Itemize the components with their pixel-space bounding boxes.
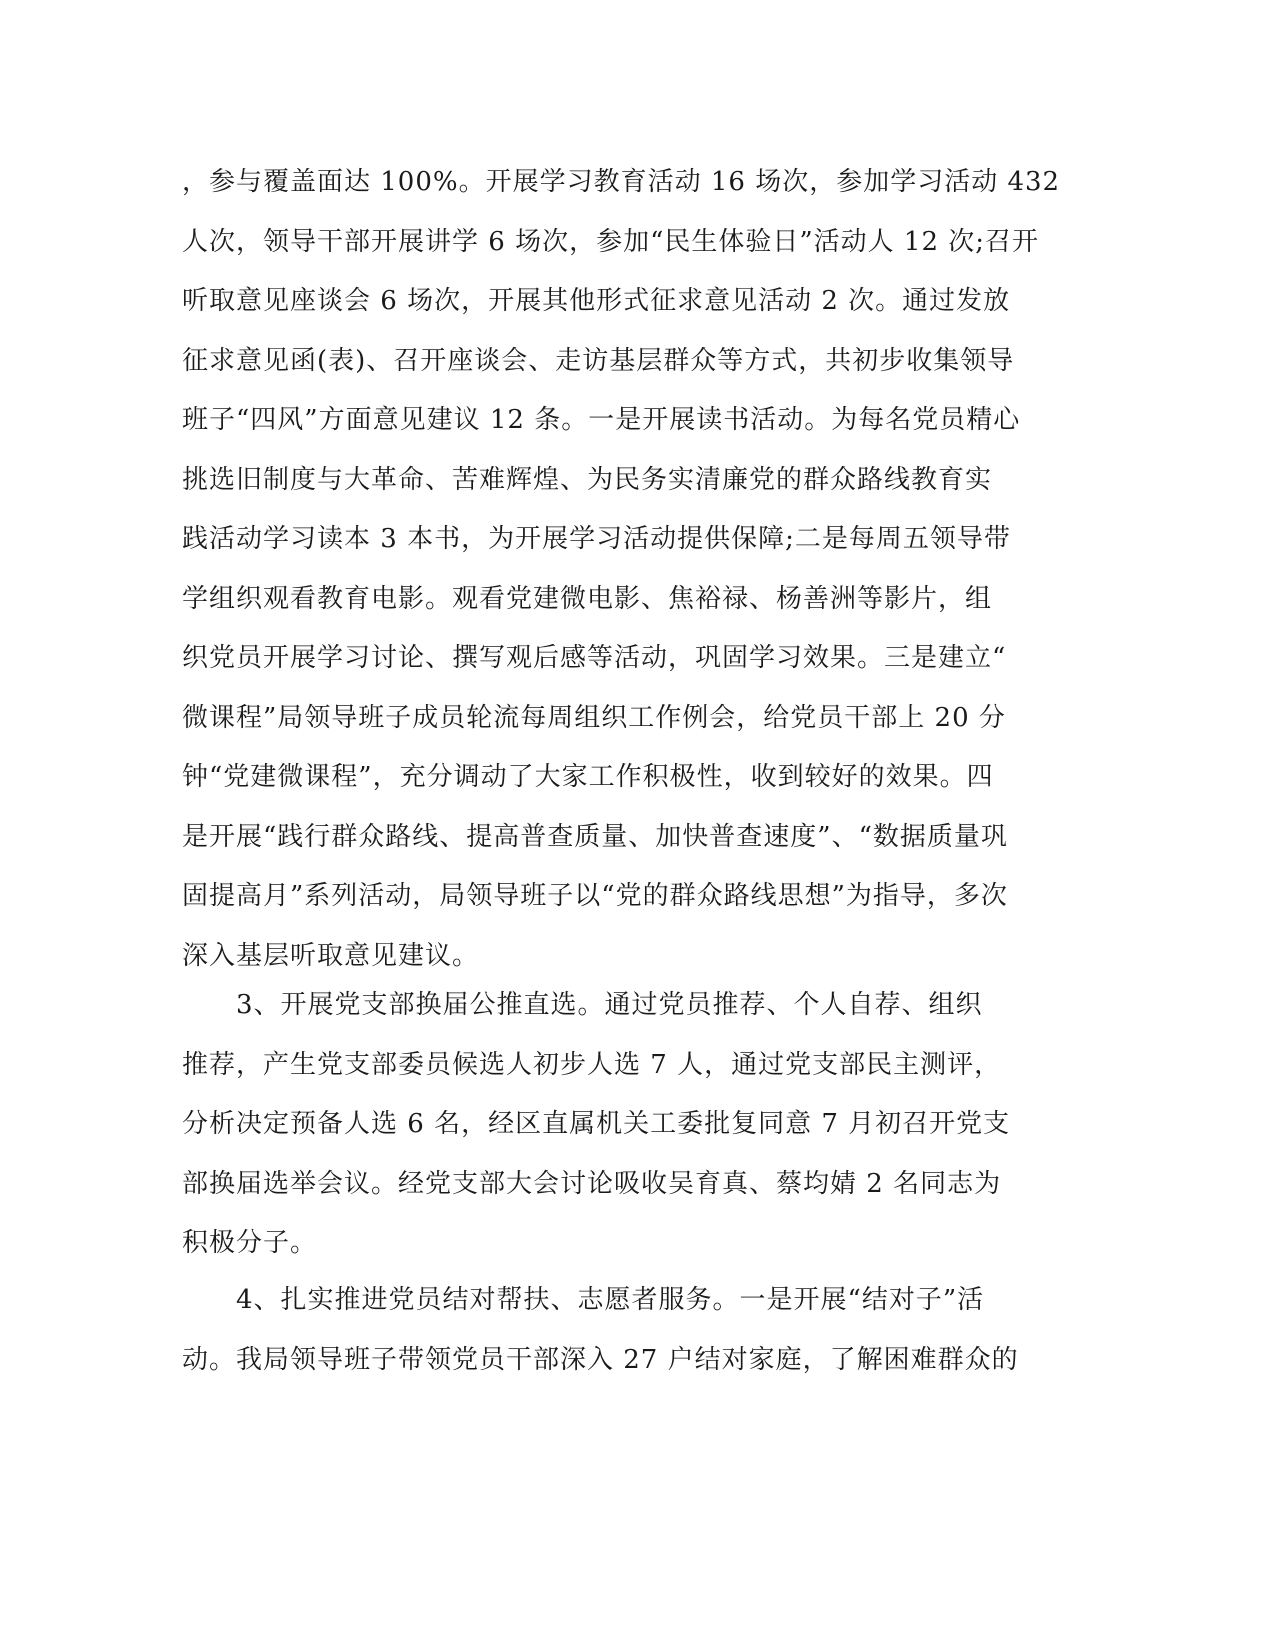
text-line: 践活动学习读本 3 本书，为开展学习活动提供保障;二是每周五领导带 bbox=[182, 524, 1011, 554]
text-line: 微课程”局领导班子成员轮流每周组织工作例会，给党员干部上 20 分 bbox=[182, 702, 1006, 733]
text-line: 是开展“践行群众路线、提高普查质量、加快普查速度”、“数据质量巩 bbox=[182, 821, 1008, 852]
text-line: 人次，领导干部开展讲学 6 场次，参加“民生体验日”活动人 12 次;召开 bbox=[182, 226, 1040, 257]
text-line: 钟“党建微课程”，充分调动了大家工作积极性，收到较好的效果。四 bbox=[182, 762, 994, 792]
paragraph-continued-activities bbox=[182, 153, 1061, 986]
text-line: 部换届选举会议。经党支部大会讨论吸收吴育真、蔡均婧 2 名同志为 bbox=[182, 1168, 1002, 1199]
text-line: 动。我局领导班子带领党员干部深入 27 户结对家庭，了解困难群众的 bbox=[182, 1344, 1019, 1375]
text-line: ，参与覆盖面达 100%。开展学习教育活动 16 场次，参加学习活动 432 bbox=[182, 167, 1061, 197]
text-line: 固提高月”系列活动，局领导班子以“党的群众路线思想”为指导，多次 bbox=[182, 881, 1008, 911]
text-line: 挑选旧制度与大革命、苦难辉煌、为民务实清廉党的群众路线教育实 bbox=[182, 464, 993, 495]
text-line: 征求意见函(表)、召开座谈会、走访基层群众等方式，共初步收集领导 bbox=[182, 345, 1015, 376]
text-line: 班子“四风”方面意见建议 12 条。一是开展读书活动。为每名党员精心 bbox=[182, 405, 1021, 435]
text-line: 织党员开展学习讨论、撰写观后感等活动，巩固学习效果。三是建立“ bbox=[182, 643, 1007, 673]
text-line: 积极分子。 bbox=[182, 1228, 318, 1258]
text-line: 学组织观看教育电影。观看党建微电影、焦裕禄、杨善洲等影片，组 bbox=[182, 583, 993, 614]
text-line: 3、开展党支部换届公推直选。通过党员推荐、个人自荐、组织 bbox=[182, 990, 983, 1020]
text-line: 深入基层听取意见建议。 bbox=[182, 940, 480, 971]
paragraph-branch-election bbox=[182, 976, 1042, 1274]
text-line: 分析决定预备人选 6 名，经区直属机关工委批复同意 7 月初召开党支 bbox=[182, 1109, 1011, 1139]
text-line: 推荐，产生党支部委员候选人初步人选 7 人，通过党支部民主测评， bbox=[182, 1049, 1002, 1080]
paragraph-pairing-assistance bbox=[182, 1271, 1042, 1390]
text-line: 听取意见座谈会 6 场次，开展其他形式征求意见活动 2 次。通过发放 bbox=[182, 286, 1011, 316]
text-line: 4、扎实推进党员结对帮扶、志愿者服务。一是开展“结对子”活 bbox=[182, 1285, 985, 1315]
